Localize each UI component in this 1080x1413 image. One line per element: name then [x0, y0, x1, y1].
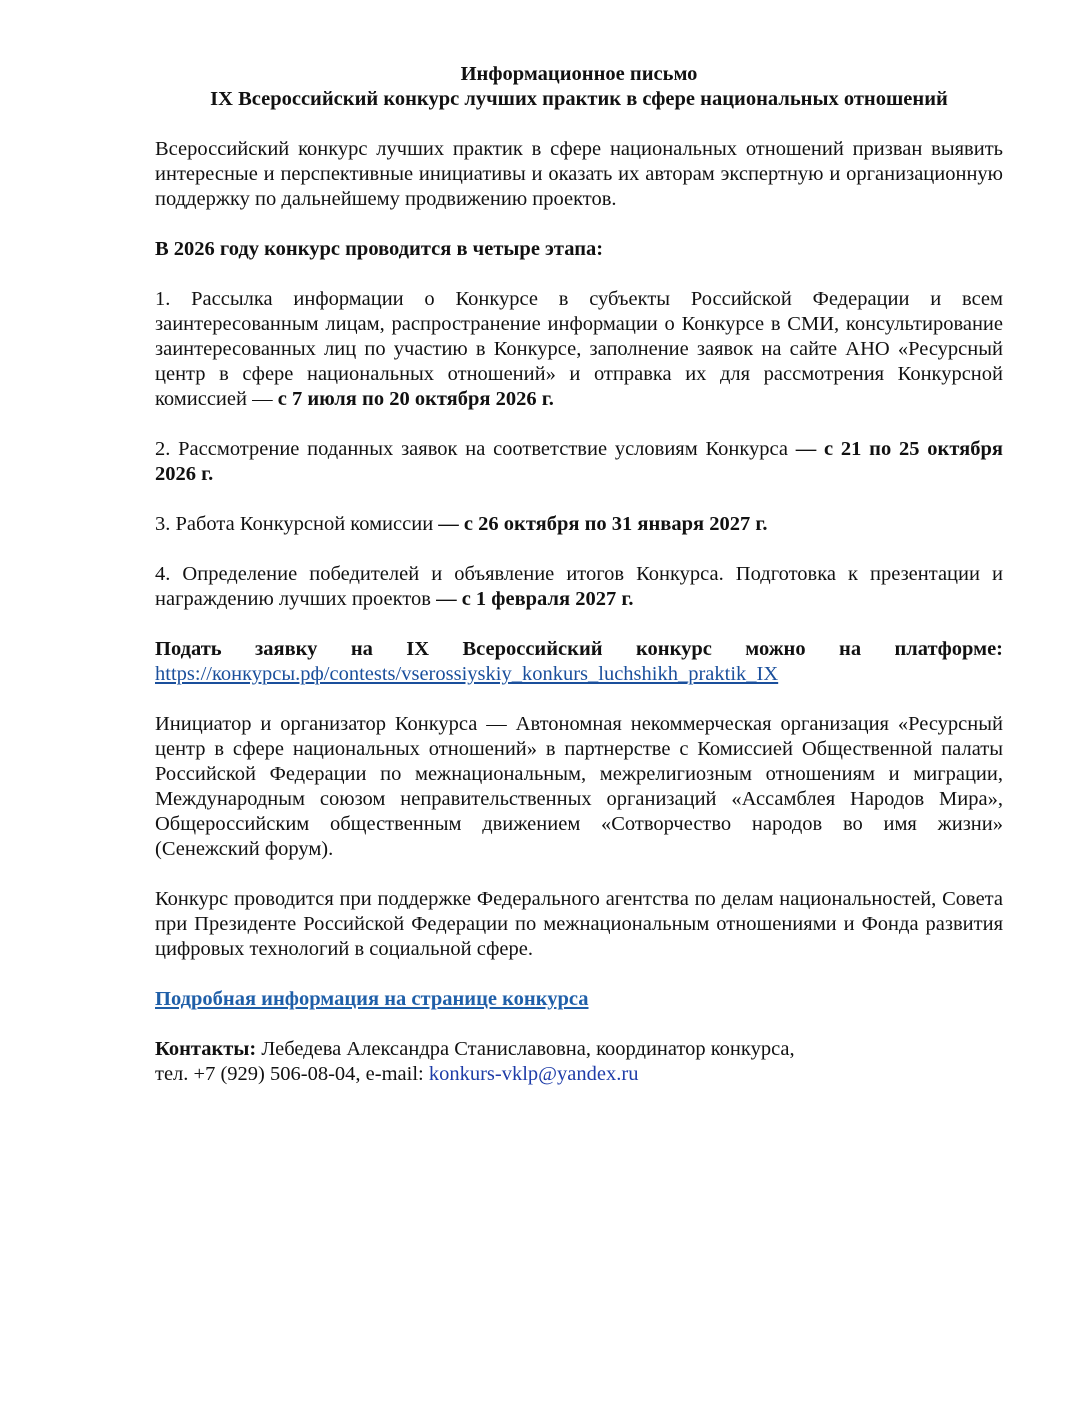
more-info-link[interactable]: Подробная информация на странице конкурса: [155, 988, 589, 1010]
stage-1-date: с 7 июля по 20 октября 2026 г.: [277, 388, 554, 410]
stage-4: [155, 562, 1003, 612]
stage-4-date: — с 1 февраля 2027 г.: [436, 588, 634, 610]
contacts-line-2: [155, 1062, 1003, 1087]
support-paragraph: Конкурс проводится при поддержке Федерального агентства по делам национальностей, Совета при Президенте Российской Федерации по межнациональным отношениями и Фонда развития цифровых технологий в социальной сфере.: [155, 888, 1003, 960]
intro-paragraph: Всероссийский конкурс лучших практик в сфере национальных отношений призван выявить интересные и перспективные инициативы и оказать их авторам экспертную и организационную поддержку по дальнейшему продвижению проектов.: [155, 138, 1003, 210]
document-page: [155, 62, 1003, 1087]
organizer-paragraph: Инициатор и организатор Конкурса — Автономная некоммерческая организация «Ресурсный центр в сфере национальных отношений» в партнерстве с Комиссией Общественной палаты Российской Федерации по межнациональным, межрелигиозным отношениям и миграции, Международным союзом неправительственных организаций «Ассамблея Народов Мира», Общероссийским общественным движением «Сотворчество народов во имя жизни» (Сенежский форум).: [155, 713, 1003, 860]
stages-heading: В 2026 году конкурс проводится в четыре этапа:: [155, 238, 604, 260]
stage-3: [155, 512, 1003, 537]
contacts-email-link[interactable]: konkurs-vklp@yandex.ru: [428, 1063, 639, 1085]
apply-label: Подать заявку на IX Всероссийский конкурс можно на платформе:: [155, 638, 1003, 660]
letter-subtitle: IX Всероссийский конкурс лучших практик в сфере национальных отношений: [210, 88, 948, 110]
contacts-line-1: [155, 1037, 1003, 1062]
stage-2-date: — с 21 по 25 октября 2026 г.: [155, 438, 1003, 485]
stage-4-text: 4. Определение победителей и объявление итогов Конкурса. Подготовка к презентации и награждению лучших проектов: [155, 563, 1003, 610]
contacts-label: Контакты:: [155, 1038, 257, 1060]
apply-platform-link[interactable]: https://конкурсы.рф/contests/vserossiyskiy_konkurs_luchshikh_praktik_IX: [155, 663, 779, 685]
apply-link-line: [155, 662, 1003, 687]
stage-1-text: 1. Рассылка информации о Конкурсе в субъекты Российской Федерации и всем заинтересованным лицам, распространение информации о Конкурсе в СМИ, консультирование заинтересованных лиц по участию в Конкурсе, заполнение заявок на сайте АНО «Ресурсный центр в сфере национальных отношений» и отправка их для рассмотрения Конкурсной комиссией —: [155, 288, 1003, 410]
stage-3-date: — с 26 октября по 31 января 2027 г.: [438, 513, 768, 535]
contacts-block: [155, 1037, 1003, 1087]
stage-2-text: 2. Рассмотрение поданных заявок на соответствие условиям Конкурса: [155, 438, 796, 460]
letter-title: Информационное письмо: [460, 63, 698, 85]
apply-block: [155, 637, 1003, 687]
more-info-line: [155, 987, 1003, 1012]
contacts-person: Лебедева Александра Станиславовна, координатор конкурса,: [256, 1038, 795, 1060]
stage-3-text: 3. Работа Конкурсной комиссии: [155, 513, 439, 535]
contacts-phone: тел. +7 (929) 506-08-04, e-mail:: [155, 1063, 429, 1085]
stage-1: [155, 287, 1003, 412]
stage-2: [155, 437, 1003, 487]
